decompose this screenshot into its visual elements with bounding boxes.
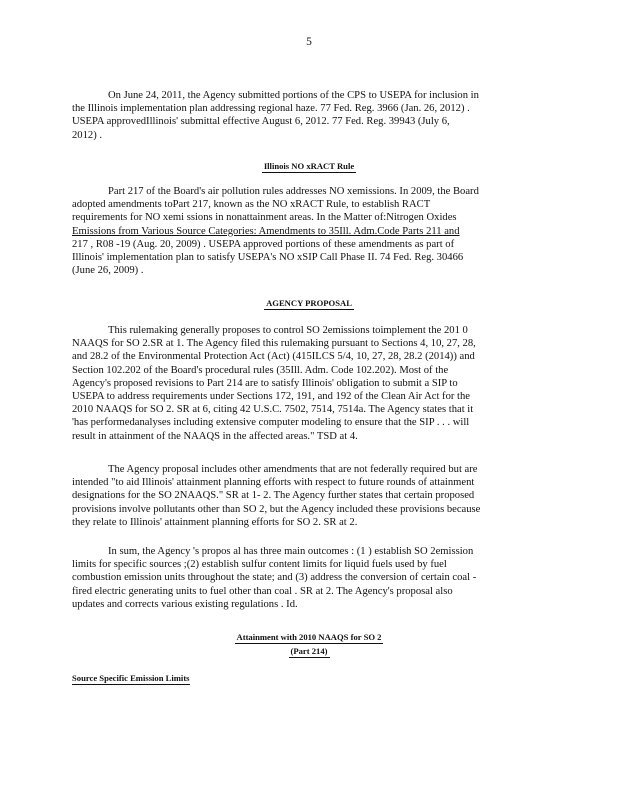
text-line: the Illinois implementation plan addressing regional haze. 77 Fed. Reg. 3966 (Jan. 26, 2012) . (72, 103, 470, 115)
text-line: USEPA to address requirements under Sections 172, 191, and 192 of the Clean Air Act for the (72, 391, 470, 403)
text-line: 217 , R08 -19 (Aug. 20, 2009) . USEPA approved portions of these amendments as part of (72, 238, 455, 250)
heading-illinois-nox-ract-rule: Illinois NO xRACT Rule (263, 161, 355, 171)
heading-source-specific-emission-limits: Source Specific Emission Limits (72, 673, 190, 683)
text-line: On June 24, 2011, the Agency submitted portions of the CPS to USEPA for inclusion in (108, 90, 479, 101)
text-line: Emissions from Various Source Categories: Amendments to 35Ill. Adm.Code Parts 211 and (72, 225, 460, 237)
text-line: Agency's proposed revisions to Part 214 are to satisfy Illinois' obligation to submit a SIP to (72, 377, 458, 389)
text-line: NAAQS for SO 2.SR at 1. The Agency filed this rulemaking pursuant to Sections 4, 10, 27, 28, (72, 338, 476, 350)
text-line: limits for specific sources ;(2) establish sulfur content limits for liquid fuels used by fuel (72, 559, 447, 571)
text-line: 'has performedanalyses including extensive computer modeling to ensure that the SIP . . . will (72, 417, 470, 429)
text-line: 2012) . (72, 129, 103, 141)
text-line: Section 102.202 of the Board's procedural rules (35Ill. Adm. Code 102.202). Most of the (72, 364, 449, 376)
text-line: (June 26, 2009) . (72, 265, 144, 277)
text-line: Illinois' implementation plan to satisfy USEPA's NO xSIP Call Phase II. 74 Fed. Reg. 30466 (72, 252, 464, 264)
text-line: they relate to Illinois' attainment planning efforts for SO 2. SR at 2. (72, 516, 358, 528)
paragraph-other-amendments (72, 463, 532, 529)
text-line: fired electric generating units to fuel other than coal . SR at 2. The Agency's proposal also (72, 585, 453, 597)
text-line: adopted amendments toPart 217, known as the NO xRACT Rule, to establish RACT (72, 199, 431, 211)
text-line: combustion emission units throughout the state; and (3) address the conversion of certain coal - (72, 572, 477, 584)
page-number: 5 (306, 36, 312, 48)
text-line: intended "to aid Illinois' attainment planning efforts with respect to future rounds of attainment (72, 477, 475, 489)
heading-attainment-2010-naaqs: Attainment with 2010 NAAQS for SO 2 (236, 632, 382, 642)
text-line: result in attainment of the NAAQS in the affected areas." TSD at 4. (72, 430, 358, 442)
heading-part-214: (Part 214) (290, 646, 328, 656)
text-line: provisions involve pollutants other than SO 2, but the Agency included these provisions because (72, 503, 481, 515)
text-line: USEPA approvedIllinois' submittal effective August 6, 2012. 77 Fed. Reg. 39943 (July 6, (72, 116, 450, 128)
text-line: 2010 NAAQS for SO 2. SR at 6, citing 42 U.S.C. 7502, 7514, 7514a. The Agency states that it (72, 404, 474, 416)
paragraph-rulemaking (72, 324, 532, 443)
text-line: The Agency proposal includes other amendments that are not federally required but are (108, 464, 478, 475)
text-line: requirements for NO xemi ssions in nonattainment areas. In the Matter of:Nitrogen Oxides (72, 212, 457, 224)
paragraph-part-217 (72, 185, 532, 277)
text-line: and 28.2 of the Environmental Protection Act (Act) (415ILCS 5/4, 10, 27, 28, 28.2 (2014)) and (72, 351, 475, 363)
text-line: updates and corrects various existing regulations . Id. (72, 598, 298, 610)
text-line: Part 217 of the Board's air pollution rules addresses NO xemissions. In 2009, the Board (108, 186, 479, 197)
paragraph-in-sum (72, 545, 532, 611)
paragraph-cps-submission (72, 89, 532, 142)
text-line: designations for the SO 2NAAQS." SR at 1- 2. The Agency further states that certain proposed (72, 490, 475, 502)
text-line: This rulemaking generally proposes to control SO 2emissions toimplement the 201 0 (108, 325, 468, 336)
heading-agency-proposal: AGENCY PROPOSAL (266, 298, 352, 308)
text-line: In sum, the Agency 's propos al has three main outcomes : (1 ) establish SO 2emission (108, 546, 474, 557)
